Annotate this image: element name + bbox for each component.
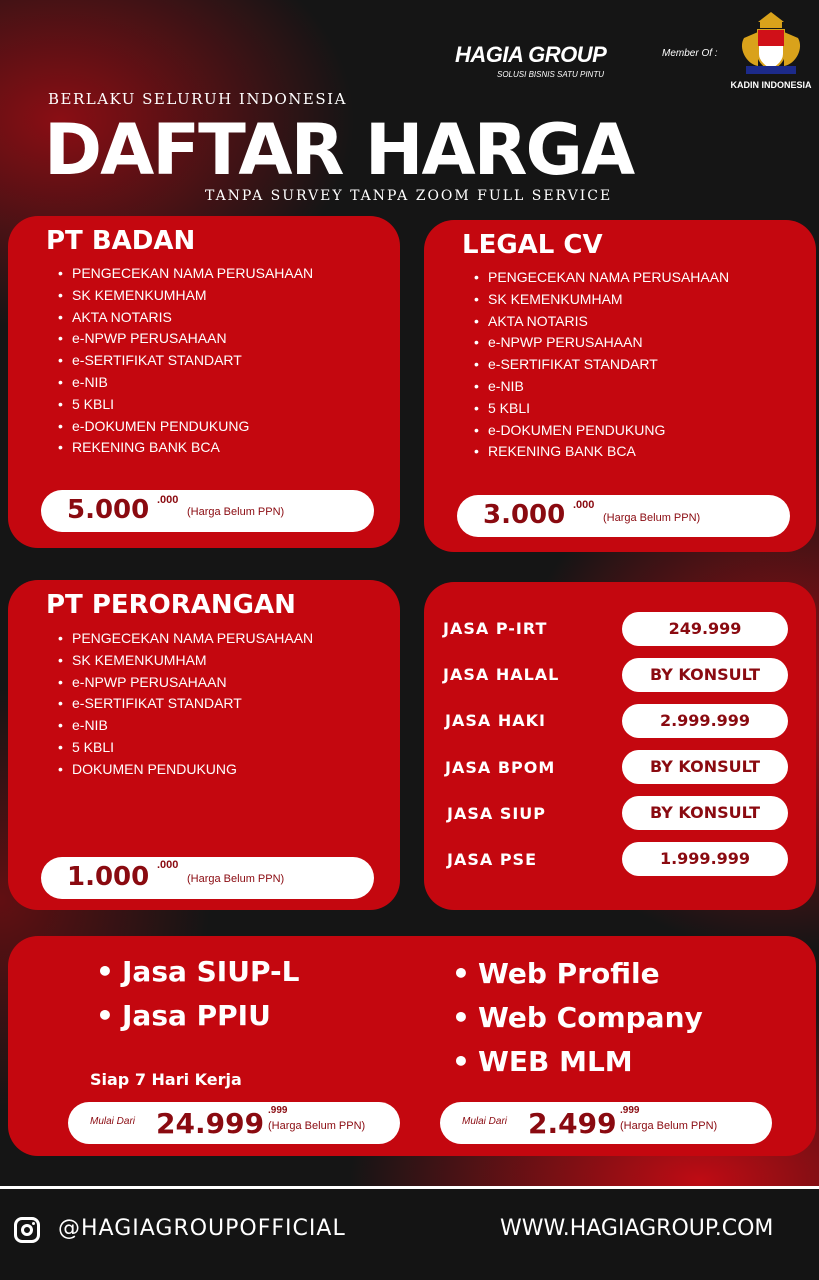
list-item: • e-NIB — [58, 372, 313, 394]
list-item: • PENGECEKAN NAMA PERUSAHAAN — [58, 263, 313, 285]
list-item: • SK KEMENKUMHAM — [474, 289, 729, 311]
pt-badan-list — [58, 263, 313, 459]
list-item: • REKENING BANK BCA — [58, 437, 313, 459]
list-item: • SK KEMENKUMHAM — [58, 285, 313, 307]
service-name: JASA SIUP — [447, 804, 547, 823]
pt-perorangan-price-pill — [41, 857, 374, 899]
list-item: • PENGECEKAN NAMA PERUSAHAAN — [474, 267, 729, 289]
list-item: • AKTA NOTARIS — [474, 311, 729, 333]
list-item: • Jasa SIUP-L — [96, 950, 299, 994]
list-item: • PENGECEKAN NAMA PERUSAHAAN — [58, 628, 313, 650]
service-price: BY KONSULT — [622, 796, 788, 830]
price-superscript: .000 — [157, 859, 179, 871]
pt-perorangan-title: PT PERORANGAN — [46, 590, 296, 620]
service-price: 249.999 — [622, 612, 788, 646]
legal-cv-price-pill — [457, 495, 790, 537]
pt-perorangan-card — [8, 580, 400, 910]
price-value: 5.000 — [67, 495, 150, 525]
pt-perorangan-list — [58, 628, 313, 781]
legal-cv-card — [424, 220, 816, 552]
list-item: • Web Profile — [452, 952, 703, 996]
list-item: • e-NPWP PERUSAHAAN — [474, 332, 729, 354]
hagia-group-logo — [455, 42, 645, 84]
price-superscript: .999 — [268, 1105, 288, 1116]
member-of-label: Member Of : — [662, 48, 718, 59]
region-text: BERLAKU SELURUH INDONESIA — [48, 90, 347, 108]
service-price: 1.999.999 — [622, 842, 788, 876]
list-item: • e-DOKUMEN PENDUKUNG — [58, 416, 313, 438]
logo-subtitle: SOLUSI BISNIS SATU PINTU — [497, 70, 604, 79]
price-note: (Harga Belum PPN) — [603, 512, 701, 524]
list-item: • Web Company — [452, 996, 703, 1040]
legal-cv-list — [474, 267, 729, 463]
list-item: • e-NIB — [58, 715, 313, 737]
service-name: JASA HAKI — [445, 711, 546, 730]
price-value: 1.000 — [67, 862, 150, 892]
price-note: (Harga Belum PPN) — [620, 1120, 718, 1132]
price-value: 2.499 — [528, 1107, 617, 1140]
service-price: BY KONSULT — [622, 750, 788, 784]
ready-note: Siap 7 Hari Kerja — [90, 1070, 242, 1089]
service-name: JASA HALAL — [443, 665, 560, 684]
list-item: • 5 KBLI — [58, 394, 313, 416]
kadin-label: KADIN INDONESIA — [730, 80, 812, 90]
price-value: 24.999 — [156, 1107, 265, 1140]
price-superscript: .000 — [157, 494, 179, 506]
pt-badan-card — [8, 216, 400, 548]
web-price-pill — [440, 1102, 772, 1144]
service-name: JASA BPOM — [445, 758, 556, 777]
price-prefix: Mulai Dari — [462, 1116, 508, 1127]
service-name: JASA P-IRT — [443, 619, 548, 638]
price-value: 3.000 — [483, 500, 566, 530]
kadin-logo — [725, 8, 817, 96]
page-title: DAFTAR HARGA — [44, 109, 634, 191]
licensing-services-list — [96, 950, 299, 1038]
list-item: • WEB MLM — [452, 1040, 703, 1084]
legal-cv-title: LEGAL CV — [462, 230, 603, 260]
list-item: • SK KEMENKUMHAM — [58, 650, 313, 672]
price-superscript: .999 — [620, 1105, 640, 1116]
kadin-emblem-icon — [736, 8, 806, 78]
list-item: • e-NPWP PERUSAHAAN — [58, 328, 313, 350]
list-item: • e-SERTIFIKAT STANDART — [58, 693, 313, 715]
price-note: (Harga Belum PPN) — [187, 873, 285, 885]
list-item: • AKTA NOTARIS — [58, 307, 313, 329]
list-item: • e-SERTIFIKAT STANDART — [58, 350, 313, 372]
service-price: 2.999.999 — [622, 704, 788, 738]
price-note: (Harga Belum PPN) — [268, 1120, 366, 1132]
list-item: • e-NIB — [474, 376, 729, 398]
list-item: • Jasa PPIU — [96, 994, 299, 1038]
instagram-icon[interactable] — [14, 1217, 40, 1243]
price-prefix: Mulai Dari — [90, 1116, 136, 1127]
list-item: • REKENING BANK BCA — [474, 441, 729, 463]
licensing-price-pill — [68, 1102, 400, 1144]
logo-text: HAGIA GROUP — [455, 42, 607, 67]
web-services-list — [452, 952, 703, 1084]
list-item: • e-NPWP PERUSAHAAN — [58, 672, 313, 694]
website-link[interactable]: WWW.HAGIAGROUP.COM — [500, 1216, 774, 1241]
pt-badan-price-pill — [41, 490, 374, 532]
service-price: BY KONSULT — [622, 658, 788, 692]
pt-badan-title: PT BADAN — [46, 226, 196, 256]
list-item: • e-DOKUMEN PENDUKUNG — [474, 420, 729, 442]
list-item: • e-SERTIFIKAT STANDART — [474, 354, 729, 376]
list-item: • 5 KBLI — [58, 737, 313, 759]
tagline: TANPA SURVEY TANPA ZOOM FULL SERVICE — [205, 188, 613, 204]
price-superscript: .000 — [573, 499, 595, 511]
list-item: • 5 KBLI — [474, 398, 729, 420]
list-item: • DOKUMEN PENDUKUNG — [58, 759, 313, 781]
service-name: JASA PSE — [447, 850, 537, 869]
price-note: (Harga Belum PPN) — [187, 506, 285, 518]
instagram-handle[interactable]: @HAGIAGROUPOFFICIAL — [58, 1216, 346, 1241]
